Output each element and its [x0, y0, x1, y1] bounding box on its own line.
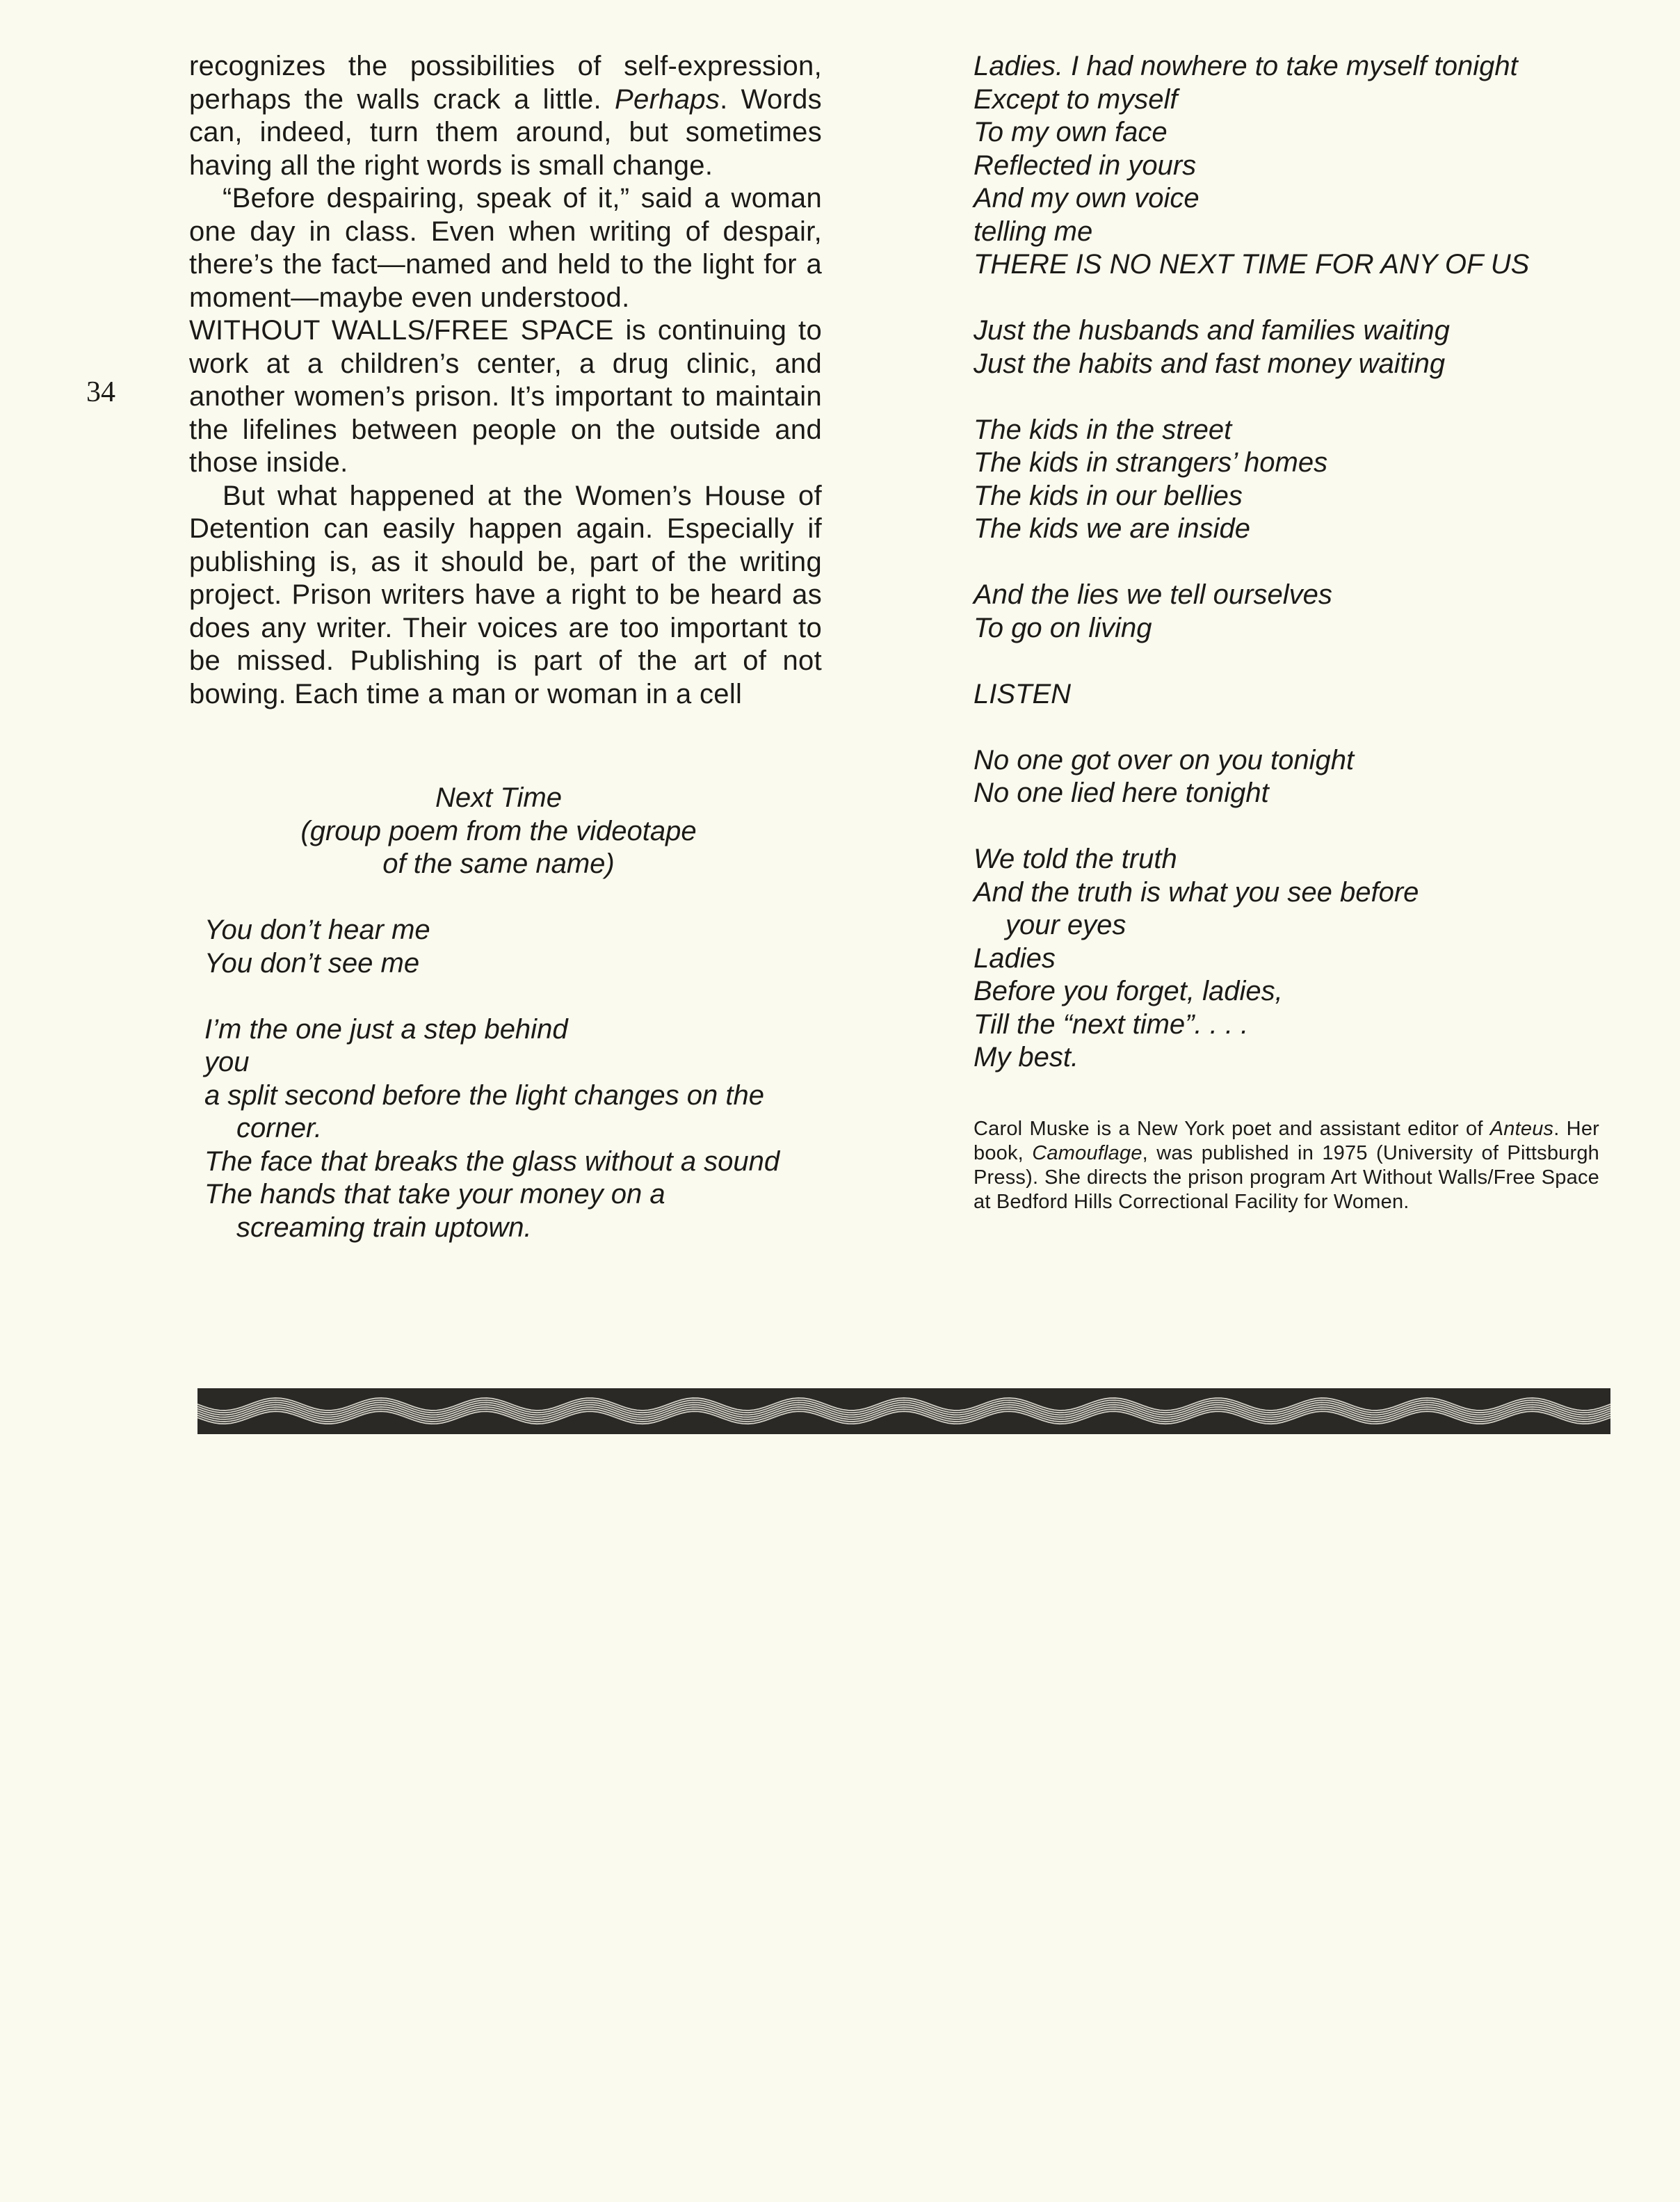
poem-stanza	[974, 50, 1599, 282]
paragraph-text: recognizes the possibilities of self-expression, perhaps the walls crack a little.	[189, 51, 822, 115]
bio-text: Carol Muske is a New York poet and assistant editor of	[974, 1117, 1490, 1140]
poem-line: To go on living	[974, 612, 1152, 643]
poem-line: a split second before the light changes on the	[204, 1079, 764, 1111]
poem-stanza	[204, 1013, 822, 1245]
poem-subtitle-line-2: of the same name)	[382, 849, 615, 879]
poem-stanza	[974, 579, 1599, 645]
author-bio	[974, 1117, 1599, 1214]
poem-line: The kids we are inside	[974, 513, 1250, 544]
poem-line: We told the truth	[974, 844, 1177, 874]
bio-emphasis: Anteus	[1489, 1117, 1554, 1140]
poem-stanza	[974, 314, 1599, 380]
poem-line: You don’t hear me	[204, 915, 430, 945]
poem-line: And the lies we tell ourselves	[974, 579, 1332, 610]
left-column	[189, 50, 822, 1278]
bio-text: . Her book,	[974, 1117, 1600, 1164]
poem-line: The kids in strangers’ homes	[974, 447, 1328, 478]
poem-line: I’m the one just a step behind	[204, 1013, 568, 1045]
poem-line: Reflected in yours	[974, 150, 1197, 181]
poem-line: And my own voice	[974, 183, 1200, 214]
poem-line: your eyes	[1005, 910, 1126, 940]
poem-title: Next Time	[435, 782, 562, 813]
essay-paragraph-4: But what happened at the Women’s House of Detention can easily happen again. Especially if publishing is, as it should be, part of the writing project. Prison writers have a right to be heard as does any writer. Their voices are too important to be missed. Publishing is part of the art of not bowing. Each time a man or woman in a cell	[189, 480, 822, 709]
paragraph-emphasis: Perhaps	[615, 83, 720, 115]
bio-emphasis: Camouflage	[1032, 1141, 1142, 1164]
poem-subtitle-line-1: (group poem from the videotape	[300, 815, 697, 846]
poem-stanza	[204, 914, 822, 980]
essay-paragraph-3: WITHOUT WALLS/FREE SPACE is continuing to work at a children’s center, a drug clinic, and another women’s prison. It’s important to maintain the lifelines between people on the outside and those inside.	[189, 315, 822, 478]
paragraph-text: . Words can, indeed, turn them around, but sometimes having all the right words is small change.	[189, 83, 822, 181]
essay-paragraph-1	[189, 50, 822, 182]
poem-line: The hands that take your money on a	[204, 1179, 665, 1210]
poem-line: And the truth is what you see before	[974, 876, 1419, 908]
poem-stanza	[974, 744, 1599, 810]
poem-line: LISTEN	[974, 678, 1072, 709]
poem-line: No one lied here tonight	[974, 778, 1269, 808]
poem-stanza	[974, 414, 1599, 546]
poem-line: Just the husbands and families waiting	[974, 315, 1450, 346]
poem-line: To my own face	[974, 117, 1168, 147]
essay-text	[189, 50, 822, 711]
poem-heading	[189, 782, 822, 881]
poem-line: Ladies. I had nowhere to take myself tonight	[974, 51, 1518, 81]
decorative-wave-band	[197, 1388, 1610, 1434]
poem-line: The kids in our bellies	[974, 480, 1243, 511]
poem-line: The face that breaks the glass without a sound	[204, 1146, 780, 1177]
poem-line: THERE IS NO NEXT TIME FOR ANY OF US	[974, 249, 1530, 280]
right-column	[974, 50, 1599, 1214]
poem-line: you	[204, 1047, 250, 1077]
poem-line: Just the habits and fast money waiting	[974, 348, 1446, 379]
poem-line: Till the “next time”. . . .	[974, 1008, 1249, 1040]
poem-line: My best.	[974, 1042, 1079, 1072]
poem-stanza	[974, 843, 1599, 1075]
poem-line: telling me	[974, 216, 1093, 247]
essay-paragraph-2: “Before despairing, speak of it,” said a woman one day in class. Even when writing of despair, there’s the fact—named and held to the light for a moment—maybe even understood.	[189, 183, 822, 313]
poem-line: Ladies	[974, 942, 1056, 974]
poem-left-part	[189, 914, 822, 1244]
poem-right-part	[974, 50, 1599, 1075]
poem-line: The kids in the street	[974, 414, 1232, 445]
poem-line: You don’t see me	[204, 947, 420, 979]
poem-stanza	[974, 678, 1599, 712]
poem-line: No one got over on you tonight	[974, 744, 1355, 775]
poem-line: Except to myself	[974, 83, 1178, 115]
bio-text: , was published in 1975 (University of Pittsburgh Press). She directs the prison program Art Without Walls/Free Space at Bedford Hills Correctional Facility for Women.	[974, 1141, 1599, 1213]
poem-line: corner.	[236, 1113, 323, 1143]
poem-line: Before you forget, ladies,	[974, 976, 1283, 1006]
poem-line: screaming train uptown.	[236, 1212, 532, 1243]
page-number: 34	[86, 376, 115, 408]
